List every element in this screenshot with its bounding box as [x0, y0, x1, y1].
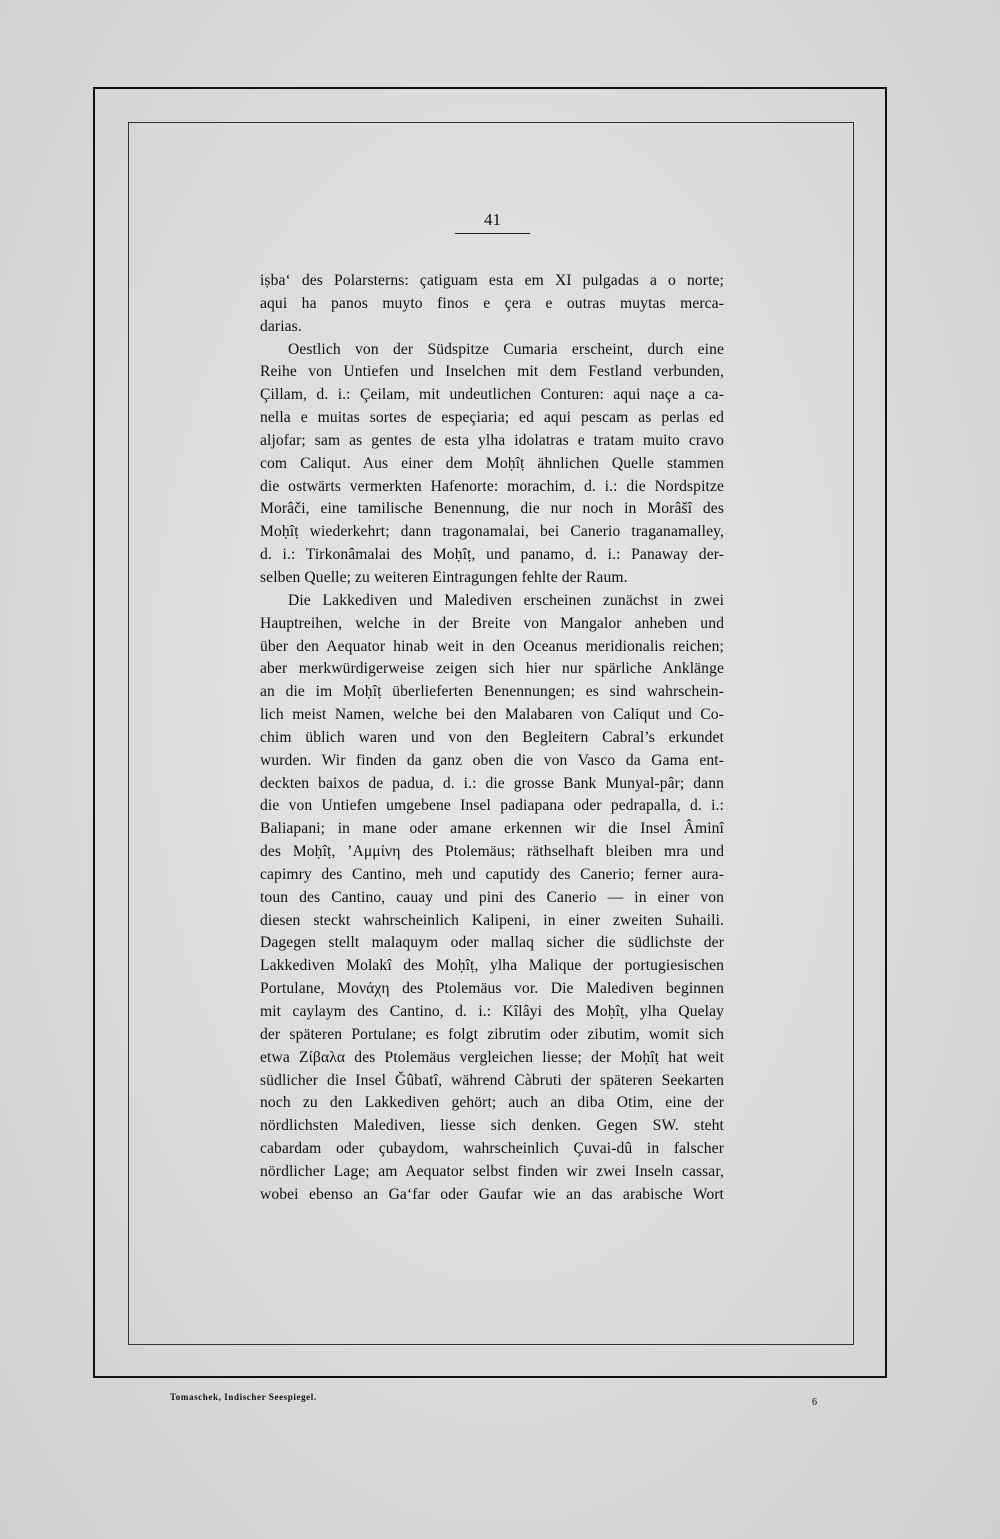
page-number: 41 — [484, 210, 501, 229]
text-line: Die Lakkediven und Malediven erscheinen zunächst in zwei — [288, 591, 724, 609]
footer-signature: Tomaschek, Indischer Seespiegel. — [170, 1392, 317, 1402]
text-line: südlicher die Insel Ğûbatî, während Càbruti der späteren Seekarten — [260, 1071, 724, 1089]
sheet-number: 6 — [812, 1397, 817, 1408]
text-line: com Caliqut. Aus einer dem Moḥîṭ ähnlichen Quelle stammen — [260, 454, 724, 472]
text-line: toun des Cantino, cauay und pini des Canerio — in einer von — [260, 888, 724, 906]
body-text — [260, 270, 724, 1207]
page-number-rule — [455, 233, 530, 234]
text-line: Çillam, d. i.: Çeilam, mit undeutlichen Conturen: aqui naçe a ca- — [260, 386, 724, 404]
text-line: aber merkwürdigerweise zeigen sich hier nur spärliche Anklänge — [260, 660, 724, 678]
text-line: über den Aequator hinab weit in den Oceanus meridionalis reichen; — [260, 637, 724, 655]
text-line: aljofar; sam as gentes de esta ylha idolatras e tratam muito cravo — [260, 431, 724, 449]
text-line: diesen steckt wahrscheinlich Kalipeni, in einer zweiten Suhaili. — [260, 911, 724, 929]
text-line: Hauptreihen, welche in der Breite von Mangalor anheben und — [260, 614, 724, 632]
text-line: deckten baixos de padua, d. i.: die grosse Bank Munyal-pâr; dann — [260, 774, 724, 792]
text-line: Reihe von Untiefen und Inselchen mit dem Festland verbunden, — [260, 363, 724, 381]
text-line: aqui ha panos muyto finos e çera e outras muytas merca- — [260, 294, 724, 312]
text-line: Lakkediven Molakî des Moḥîṭ, ylha Malique der portugiesischen — [260, 957, 724, 975]
text-line: nördlicher Lage; am Aequator selbst finden wir zwei Inseln cassar, — [260, 1162, 724, 1180]
text-line: noch zu den Lakkediven gehört; auch an diba Otim, eine der — [260, 1094, 724, 1112]
text-line: die ostwärts vermerkten Hafenorte: morachim, d. i.: die Nordspitze — [260, 477, 724, 495]
text-line: iṣba‘ des Polarsterns: çatiguam esta em XI pulgadas a o norte; — [260, 272, 724, 289]
text-line: Dagegen stellt malaquym oder mallaq sicher die südlichste der — [260, 934, 724, 952]
text-line: die von Untiefen umgebene Insel padiapana oder pedrapalla, d. i.: — [260, 797, 724, 815]
text-line: selben Quelle; zu weiteren Eintragungen fehlte der Raum. — [260, 568, 628, 586]
text-line: der späteren Portulane; es folgt zibrutim oder zibutim, womit sich — [260, 1025, 724, 1043]
text-line: cabardam oder çubaydom, wahrscheinlich Çuvai-dû in falscher — [260, 1140, 724, 1158]
text-line: nördlichsten Malediven, liesse sich denken. Gegen SW. steht — [260, 1117, 724, 1135]
text-line: Oestlich von der Südspitze Cumaria erscheint, durch eine — [288, 340, 724, 358]
text-line: Portulane, Μονάχη des Ptolemäus vor. Die Malediven beginnen — [260, 980, 724, 998]
text-line: wobei ebenso an Ga‘far oder Gaufar wie an das arabische Wort — [260, 1185, 724, 1203]
text-line: chim üblich waren und von den Begleitern Cabral’s erkundet — [260, 728, 724, 746]
text-line: Moḥîṭ wiederkehrt; dann tragonamalai, bei Canerio traganamalley, — [260, 523, 724, 541]
text-line: nella e muitas sortes de espeçiaria; ed aqui pescam as perlas ed — [260, 409, 724, 427]
text-line: lich meist Namen, welche bei den Malabaren von Caliqut und Co- — [260, 706, 724, 724]
text-line: des Moḥîṭ, ’Αμμίνη des Ptolemäus; räthselhaft bleiben mra und — [260, 843, 724, 861]
text-line: mit caylaym des Cantino, d. i.: Kîlâyi des Moḥîṭ, ylha Quelay — [260, 1003, 724, 1020]
text-line: d. i.: Tirkonâmalai des Moḥîṭ, und panamo, d. i.: Panaway der- — [260, 546, 724, 564]
text-line: etwa Ζίβαλα des Ptolemäus vergleichen liesse; der Moḥîṭ hat weit — [260, 1048, 724, 1066]
text-line: darias. — [260, 317, 302, 335]
text-line: capimry des Cantino, meh und caputidy des Canerio; ferner aura- — [260, 865, 724, 883]
text-line: an die im Moḥîṭ überlieferten Benennungen; es sind wahrschein- — [260, 683, 724, 701]
text-line: wurden. Wir finden da ganz oben die von Vasco da Gama ent- — [260, 751, 724, 769]
text-line: Morâči, eine tamilische Benennung, die nur noch in Morâšî des — [260, 500, 724, 518]
text-line: Baliapani; in mane oder amane erkennen wir die Insel Âminî — [260, 820, 724, 838]
